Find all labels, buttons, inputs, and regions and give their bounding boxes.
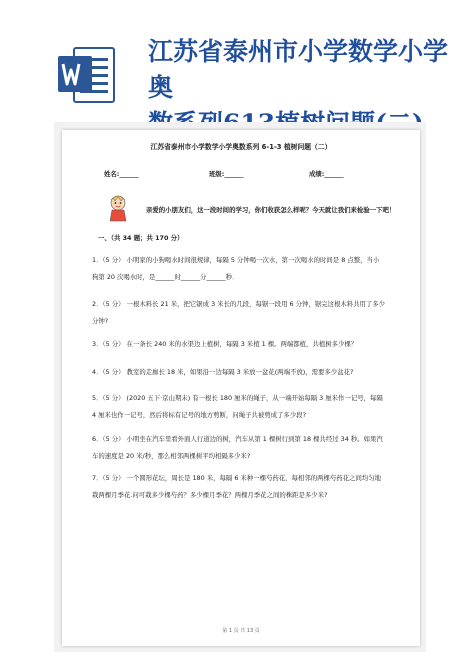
question-2 xyxy=(92,298,404,327)
question-5 xyxy=(92,392,404,421)
question-line: 4．（5 分） 教室的走廊长 18 米，如果沿一边每隔 3 米放一盆花(两端不放)，需要多少盆花? xyxy=(92,368,354,376)
question-3 xyxy=(92,338,404,350)
question-line: 2．（5 分） 一根木料长 21 米，把它锯成 3 米长的几段，每锯一段用 6 分钟，锯完这根木料共用了多少 xyxy=(92,300,386,308)
question-line: 5．（5 分） (2020 五下·京山期末) 有一根长 180 厘米的绳子，从一端开始每隔 3 厘米作一记号，每隔 xyxy=(92,394,383,402)
question-4 xyxy=(92,366,404,378)
word-document-icon xyxy=(56,44,118,106)
question-line: 狗第 20 次喝水时，是______时______分______秒． xyxy=(92,273,239,281)
greeting-text: 亲爱的小朋友们，这一段时间的学习，你们收获怎么样呢？今天就让我们来检验一下吧！ xyxy=(146,206,396,214)
question-line: 6．（5 分） 小明坐在汽车里看外面人行道边的树，汽车从第 1 棵树行到第 18 棵共经过 34 秒。如果汽 xyxy=(92,435,383,443)
question-1 xyxy=(92,254,404,283)
class-field-label: 班级:______ xyxy=(209,170,244,178)
question-7 xyxy=(92,472,404,501)
title-line-1: 江苏省泰州市小学数学小学奥 xyxy=(148,37,449,102)
score-field-label: 成绩:______ xyxy=(309,170,344,178)
question-line: 1．（5 分） 小明家的小狗喝水时间很规律，每隔 5 分钟喝一次水，第一次喝水的时间是 8 点整，当小 xyxy=(92,256,380,264)
document-page[interactable] xyxy=(62,130,420,646)
question-line: 4 厘米也作一记号，然后将标有记号的地方剪断，问绳子共被剪成了多少段? xyxy=(92,411,306,419)
page-number: 第 1 页 共 13 页 xyxy=(222,628,260,634)
question-line: 3．（5 分） 在一条长 240 米的水渠边上植树，每隔 3 米植 1 棵。两端都植，共植树多少棵？ xyxy=(92,340,358,348)
header-band xyxy=(0,0,474,135)
name-field-label: 姓名:______ xyxy=(104,170,139,178)
question-line: 分钟? xyxy=(92,317,109,325)
question-line: 车的速度是 20 米/秒，那么相邻两棵树平均相隔多少米? xyxy=(92,452,251,460)
question-line: 7．（5 分） 一个圆形花坛，周长是 180 米，每隔 6 米种一棵芍药花，每相邻的两棵芍药花之间均匀地 xyxy=(92,474,382,482)
cartoon-child-icon xyxy=(106,194,130,222)
question-6 xyxy=(92,433,404,462)
section-heading: 一、（共 34 题；共 170 分） xyxy=(98,234,184,242)
document-title: 江苏省泰州市小学数学小学奥数系列 6-1-3 植树问题（二） xyxy=(150,143,332,151)
question-line: 栽两棵月季花.问可栽多少棵芍药？多少棵月季花？两棵月季花之间的株距是多少米? xyxy=(92,491,328,499)
